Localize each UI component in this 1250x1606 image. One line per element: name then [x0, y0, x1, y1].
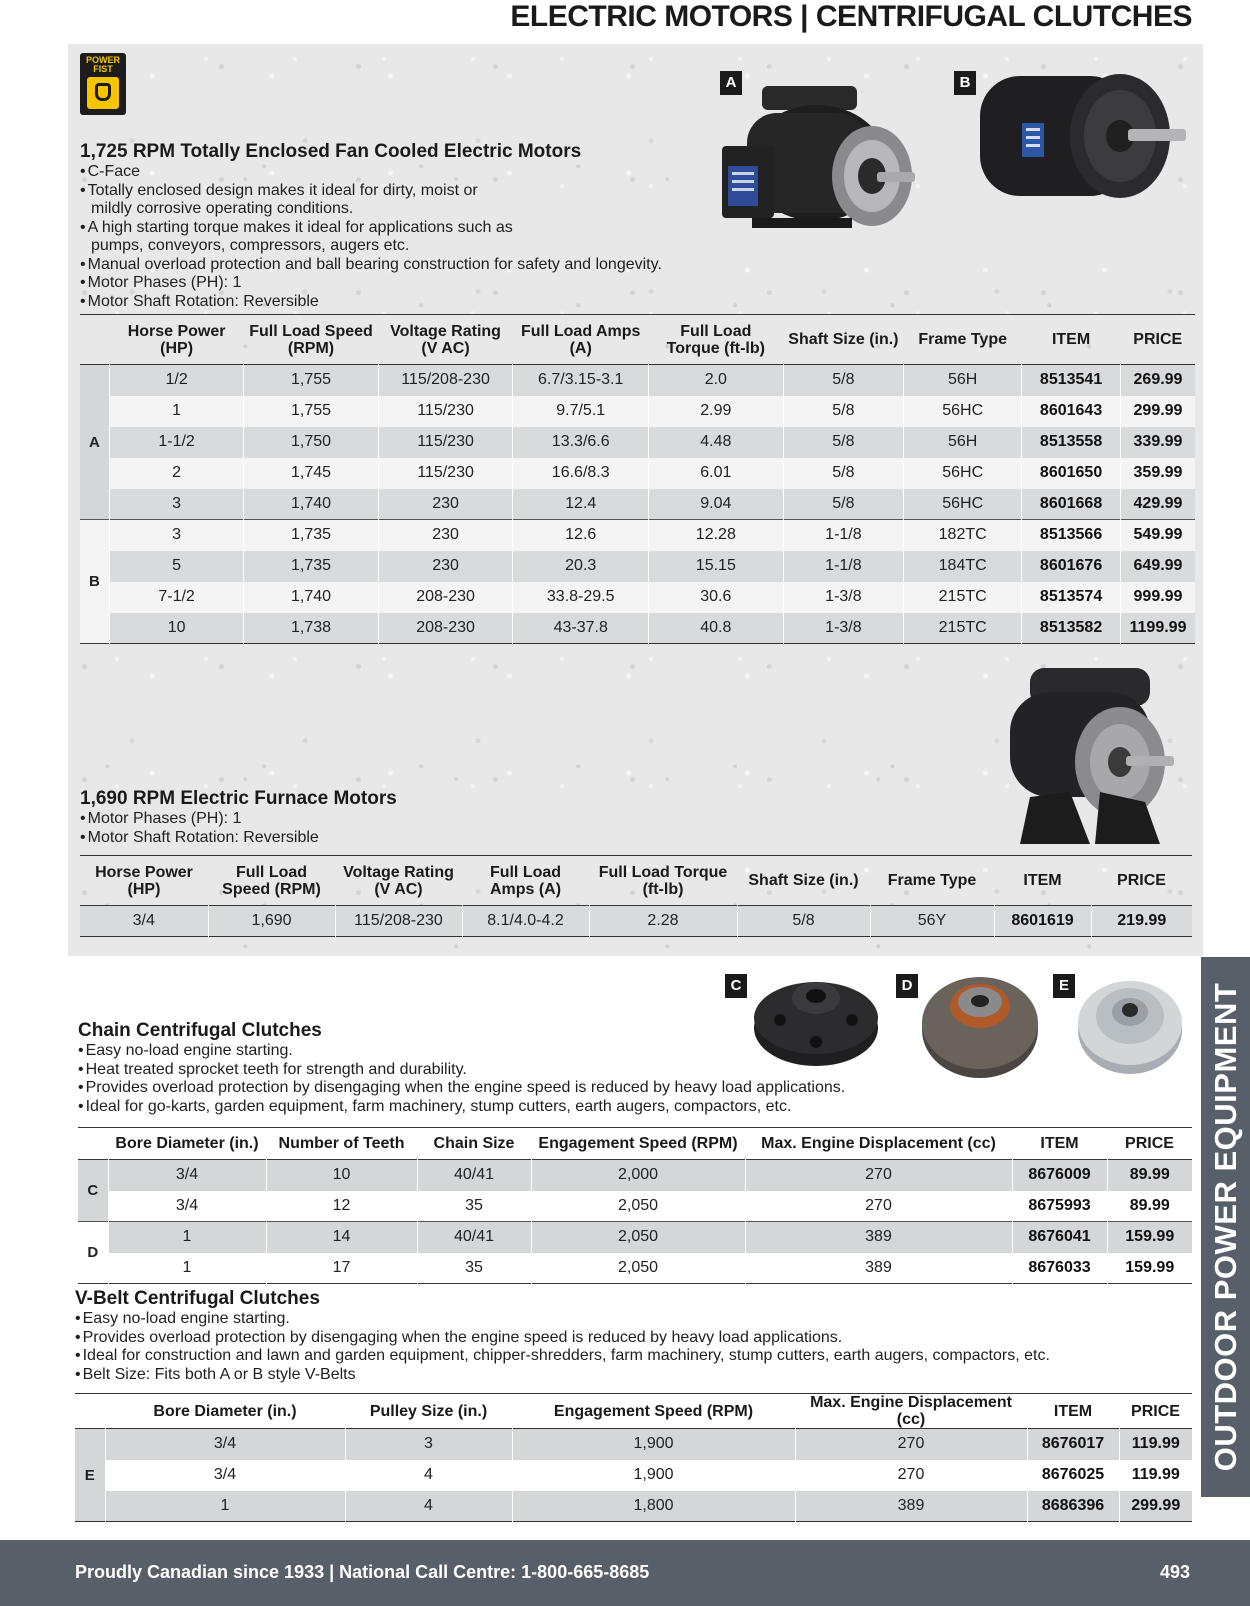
cell: 7-1/2 — [109, 582, 243, 613]
col-header: Pulley Size (in.) — [345, 1394, 512, 1429]
cell: 1,755 — [244, 396, 378, 427]
cell: 8.1/4.0-4.2 — [462, 906, 589, 937]
item-number: 8513574 — [1022, 582, 1121, 613]
cell: 1,900 — [512, 1460, 795, 1491]
price: 429.99 — [1120, 489, 1195, 520]
price: 359.99 — [1120, 458, 1195, 489]
side-tab-outdoor-power-equipment[interactable] — [1201, 957, 1250, 1497]
col-header: Full Load Torque (ft-lb) — [598, 863, 728, 898]
col-header: Max. Engine Displacement (cc) — [795, 1394, 1027, 1429]
col-header: Chain Size — [417, 1128, 531, 1160]
price: 1199.99 — [1120, 613, 1195, 644]
bullet-item: • Easy no-load engine starting. — [75, 1310, 1195, 1329]
vbelt-clutch-bullets — [75, 1310, 1195, 1384]
bullet-item: • Totally enclosed design makes it ideal for dirty, moist or mildly corrosive operating conditions. — [80, 182, 510, 219]
tefc-motor-table — [80, 314, 1195, 644]
cell: 1,735 — [244, 520, 378, 551]
motor-a-image — [722, 68, 942, 238]
price: 119.99 — [1119, 1429, 1192, 1460]
table-row — [80, 613, 1195, 644]
cell: 4.48 — [649, 427, 784, 458]
price: 89.99 — [1107, 1160, 1192, 1191]
col-header: Horse Power (HP) — [95, 863, 193, 898]
cell: 184TC — [904, 551, 1022, 582]
cell: 15.15 — [649, 551, 784, 582]
col-header: Shaft Size (in.) — [748, 872, 859, 889]
cell: 3/4 — [108, 1191, 266, 1222]
col-header: Engagement Speed (RPM) — [531, 1128, 745, 1160]
vbelt-clutch-table — [75, 1393, 1192, 1522]
col-header: Full Load Amps (A) — [521, 322, 641, 357]
header-spacer — [80, 315, 109, 365]
item-number: 8676041 — [1012, 1222, 1107, 1253]
cell: 115/208-230 — [335, 906, 462, 937]
price: 119.99 — [1119, 1460, 1192, 1491]
price: 299.99 — [1119, 1491, 1192, 1522]
cell: 1,690 — [208, 906, 335, 937]
cell: 1,740 — [244, 489, 378, 520]
tefc-title: 1,725 RPM Totally Enclosed Fan Cooled Electric Motors — [80, 141, 582, 162]
cell: 20.3 — [513, 551, 649, 582]
cell: 3 — [109, 520, 243, 551]
cell: 2.28 — [589, 906, 737, 937]
cell: 5/8 — [783, 489, 904, 520]
cell: 115/230 — [378, 396, 513, 427]
item-number: 8513566 — [1022, 520, 1121, 551]
cell: 1,900 — [512, 1429, 795, 1460]
cell: 1,800 — [512, 1491, 795, 1522]
col-header: Full Load Amps (A) — [489, 863, 562, 898]
chain-clutch-table — [78, 1127, 1192, 1284]
cell: 1-1/8 — [783, 551, 904, 582]
item-number: 8601650 — [1022, 458, 1121, 489]
cell: 270 — [795, 1460, 1027, 1491]
table-row — [78, 1222, 1192, 1253]
bullet-item: • A high starting torque makes it ideal for applications such as pumps, conveyors, compressors, augers etc. — [80, 219, 540, 256]
cell: 9.04 — [649, 489, 784, 520]
col-header: Full Load Torque (ft-lb) — [666, 322, 765, 357]
table-row — [78, 1253, 1192, 1284]
cell: 389 — [745, 1253, 1012, 1284]
price: 549.99 — [1120, 520, 1195, 551]
table-row — [80, 489, 1195, 520]
cell: 270 — [745, 1191, 1012, 1222]
cell: 35 — [417, 1191, 531, 1222]
cell: 115/230 — [378, 458, 513, 489]
cell: 43-37.8 — [513, 613, 649, 644]
group-label: B — [80, 520, 109, 644]
col-header: ITEM — [1027, 1394, 1119, 1429]
cell: 1,750 — [244, 427, 378, 458]
logo-text: POWER FIST — [85, 55, 120, 74]
price: 999.99 — [1120, 582, 1195, 613]
cell: 1,755 — [244, 365, 378, 396]
col-header: PRICE — [1133, 331, 1183, 348]
furnace-motor-table — [80, 855, 1192, 937]
cell: 56HC — [904, 396, 1022, 427]
bullet-item: • Belt Size: Fits both A or B style V-Belts — [75, 1366, 1195, 1385]
cell: 4 — [345, 1460, 512, 1491]
cell: 182TC — [904, 520, 1022, 551]
item-number: 8513582 — [1022, 613, 1121, 644]
cell: 2,000 — [531, 1160, 745, 1191]
cell: 14 — [266, 1222, 417, 1253]
cell: 13.3/6.6 — [513, 427, 649, 458]
cell: 35 — [417, 1253, 531, 1284]
item-number: 8513541 — [1022, 365, 1121, 396]
col-header: Frame Type — [918, 331, 1007, 348]
item-number: 8513558 — [1022, 427, 1121, 458]
cell: 40/41 — [417, 1222, 531, 1253]
group-label: C — [78, 1160, 108, 1222]
table-row — [78, 1191, 1192, 1222]
image-label-b: B — [954, 71, 976, 95]
chain-clutch-title: Chain Centrifugal Clutches — [78, 1020, 322, 1041]
cell: 230 — [378, 520, 513, 551]
furnace-motor-image — [1000, 662, 1185, 852]
cell: 5/8 — [737, 906, 870, 937]
cell: 12.4 — [513, 489, 649, 520]
col-header: PRICE — [1117, 872, 1166, 889]
cell: 12 — [266, 1191, 417, 1222]
item-number: 8676009 — [1012, 1160, 1107, 1191]
table-row — [80, 520, 1195, 551]
cell: 1-3/8 — [783, 582, 904, 613]
cell: 56HC — [904, 489, 1022, 520]
table-row — [75, 1429, 1192, 1460]
footer-tagline: Proudly Canadian since 1933 | National Call Centre: 1-800-665-8685 — [75, 1562, 650, 1582]
cell: 2,050 — [531, 1191, 745, 1222]
price: 159.99 — [1107, 1253, 1192, 1284]
motor-b-image — [970, 68, 1195, 208]
cell: 30.6 — [649, 582, 784, 613]
group-label: A — [80, 365, 109, 520]
cell: 5/8 — [783, 427, 904, 458]
cell: 270 — [745, 1160, 1012, 1191]
col-header: Engagement Speed (RPM) — [512, 1394, 795, 1429]
item-number: 8676017 — [1027, 1429, 1119, 1460]
table-row — [80, 551, 1195, 582]
footer — [0, 1540, 1250, 1606]
col-header: PRICE — [1107, 1128, 1192, 1160]
cell: 1,745 — [244, 458, 378, 489]
cell: 270 — [795, 1429, 1027, 1460]
item-number: 8676033 — [1012, 1253, 1107, 1284]
col-header: Frame Type — [887, 872, 977, 889]
table-row — [80, 396, 1195, 427]
bullet-item: • Motor Shaft Rotation: Reversible — [80, 293, 740, 312]
image-label-d: D — [896, 974, 918, 998]
cell: 16.6/8.3 — [513, 458, 649, 489]
bullet-item: • Motor Phases (PH): 1 — [80, 274, 740, 293]
cell: 6.01 — [649, 458, 784, 489]
cell: 1-1/2 — [109, 427, 243, 458]
item-number: 8601676 — [1022, 551, 1121, 582]
col-header: Voltage Rating (V AC) — [343, 863, 454, 898]
table-row — [80, 427, 1195, 458]
cell: 40.8 — [649, 613, 784, 644]
vbelt-clutch-title: V-Belt Centrifugal Clutches — [75, 1288, 320, 1309]
furnace-title: 1,690 RPM Electric Furnace Motors — [80, 788, 397, 809]
page-number: 493 — [1159, 1562, 1190, 1582]
cell: 1-1/8 — [783, 520, 904, 551]
cell: 4 — [345, 1491, 512, 1522]
cell: 2,050 — [531, 1253, 745, 1284]
col-header: Full Load Speed (RPM) — [222, 863, 321, 898]
col-header: Voltage Rating (V AC) — [390, 322, 501, 357]
bullet-item: • Motor Phases (PH): 1 — [80, 810, 580, 829]
item-number: 8675993 — [1012, 1191, 1107, 1222]
table-row — [78, 1160, 1192, 1191]
image-label-e: E — [1053, 974, 1075, 998]
cell: 1/2 — [109, 365, 243, 396]
bullet-item: • C-Face — [80, 163, 740, 182]
bullet-item: • Manual overload protection and ball bearing construction for safety and longevity. — [80, 256, 740, 275]
page-title: ELECTRIC MOTORS | CENTRIFUGAL CLUTCHES — [510, 0, 1192, 33]
table-row — [75, 1491, 1192, 1522]
cell: 5 — [109, 551, 243, 582]
cell: 1,738 — [244, 613, 378, 644]
col-header: Bore Diameter (in.) — [108, 1128, 266, 1160]
price: 339.99 — [1120, 427, 1195, 458]
cell: 1 — [105, 1491, 345, 1522]
table-row — [80, 458, 1195, 489]
bullet-item: • Provides overload protection by disengaging when the engine speed is reduced by heavy load applications. — [75, 1329, 1195, 1348]
cell: 1,740 — [244, 582, 378, 613]
header-spacer — [78, 1128, 108, 1160]
price: 219.99 — [1091, 906, 1192, 937]
bullet-item: • Easy no-load engine starting. — [78, 1042, 958, 1061]
bullet-item: • Ideal for go-karts, garden equipment, farm machinery, stump cutters, earth augers, compactors, etc. — [78, 1098, 958, 1117]
cell: 389 — [795, 1491, 1027, 1522]
cell: 3 — [345, 1429, 512, 1460]
col-header: ITEM — [1012, 1128, 1107, 1160]
item-number: 8601668 — [1022, 489, 1121, 520]
col-header: Bore Diameter (in.) — [105, 1394, 345, 1429]
col-header: ITEM — [1051, 331, 1091, 348]
cell: 3 — [109, 489, 243, 520]
col-header: Full Load Speed (RPM) — [249, 322, 373, 357]
cell: 33.8-29.5 — [513, 582, 649, 613]
cell: 56H — [904, 427, 1022, 458]
image-label-c: C — [725, 974, 747, 998]
cell: 56HC — [904, 458, 1022, 489]
bullet-item: • Provides overload protection by disengaging when the engine speed is reduced by heavy load applications. — [78, 1079, 958, 1098]
bullet-item: • Motor Shaft Rotation: Reversible — [80, 829, 580, 848]
item-number: 8601643 — [1022, 396, 1121, 427]
col-header: ITEM — [1023, 872, 1062, 889]
power-fist-logo — [80, 53, 126, 115]
cell: 10 — [266, 1160, 417, 1191]
cell: 2 — [109, 458, 243, 489]
cell: 3/4 — [80, 906, 208, 937]
chain-clutch-bullets — [78, 1042, 958, 1116]
price: 159.99 — [1107, 1222, 1192, 1253]
cell: 215TC — [904, 613, 1022, 644]
item-number: 8601619 — [994, 906, 1091, 937]
group-label: E — [75, 1429, 105, 1522]
bullet-item: • Ideal for construction and lawn and garden equipment, chipper-shredders, farm machinery, stump cutters, earth augers, compactors, etc. — [75, 1347, 1195, 1366]
cell: 3/4 — [105, 1429, 345, 1460]
cell: 115/230 — [378, 427, 513, 458]
cell: 1,735 — [244, 551, 378, 582]
col-header: Horse Power (HP) — [127, 322, 226, 357]
image-label-a: A — [720, 71, 742, 95]
cell: 208-230 — [378, 613, 513, 644]
col-header: Number of Teeth — [266, 1128, 417, 1160]
cell: 3/4 — [108, 1160, 266, 1191]
clutch-e-image — [1072, 968, 1192, 1078]
cell: 56H — [904, 365, 1022, 396]
item-number: 8676025 — [1027, 1460, 1119, 1491]
col-header: PRICE — [1119, 1394, 1192, 1429]
cell: 56Y — [870, 906, 994, 937]
cell: 5/8 — [783, 458, 904, 489]
cell: 10 — [109, 613, 243, 644]
bullet-item: • Heat treated sprocket teeth for strength and durability. — [78, 1061, 958, 1080]
table-row — [75, 1460, 1192, 1491]
item-number: 8686396 — [1027, 1491, 1119, 1522]
cell: 215TC — [904, 582, 1022, 613]
table-row — [80, 906, 1192, 937]
cell: 2.99 — [649, 396, 784, 427]
col-header: Max. Engine Displacement (cc) — [745, 1128, 1012, 1160]
table-row — [80, 582, 1195, 613]
cell: 1 — [109, 396, 243, 427]
price: 299.99 — [1120, 396, 1195, 427]
furnace-bullets — [80, 810, 580, 847]
cell: 5/8 — [783, 396, 904, 427]
price: 649.99 — [1120, 551, 1195, 582]
cell: 2,050 — [531, 1222, 745, 1253]
cell: 40/41 — [417, 1160, 531, 1191]
cell: 17 — [266, 1253, 417, 1284]
price: 269.99 — [1120, 365, 1195, 396]
cell: 2.0 — [649, 365, 784, 396]
cell: 6.7/3.15-3.1 — [513, 365, 649, 396]
cell: 1-3/8 — [783, 613, 904, 644]
cell: 12.6 — [513, 520, 649, 551]
side-tab-label: OUTDOOR POWER EQUIPMENT — [1207, 982, 1243, 1472]
col-header: Shaft Size (in.) — [788, 331, 899, 348]
cell: 9.7/5.1 — [513, 396, 649, 427]
cell: 230 — [378, 551, 513, 582]
cell: 1 — [108, 1222, 266, 1253]
table-row — [80, 365, 1195, 396]
cell: 5/8 — [783, 365, 904, 396]
price: 89.99 — [1107, 1191, 1192, 1222]
group-label: D — [78, 1222, 108, 1284]
cell: 3/4 — [105, 1460, 345, 1491]
cell: 12.28 — [649, 520, 784, 551]
header-spacer — [75, 1394, 105, 1429]
cell: 230 — [378, 489, 513, 520]
cell: 389 — [745, 1222, 1012, 1253]
cell: 115/208-230 — [378, 365, 513, 396]
cell: 1 — [108, 1253, 266, 1284]
tefc-bullets — [80, 163, 740, 311]
cell: 208-230 — [378, 582, 513, 613]
